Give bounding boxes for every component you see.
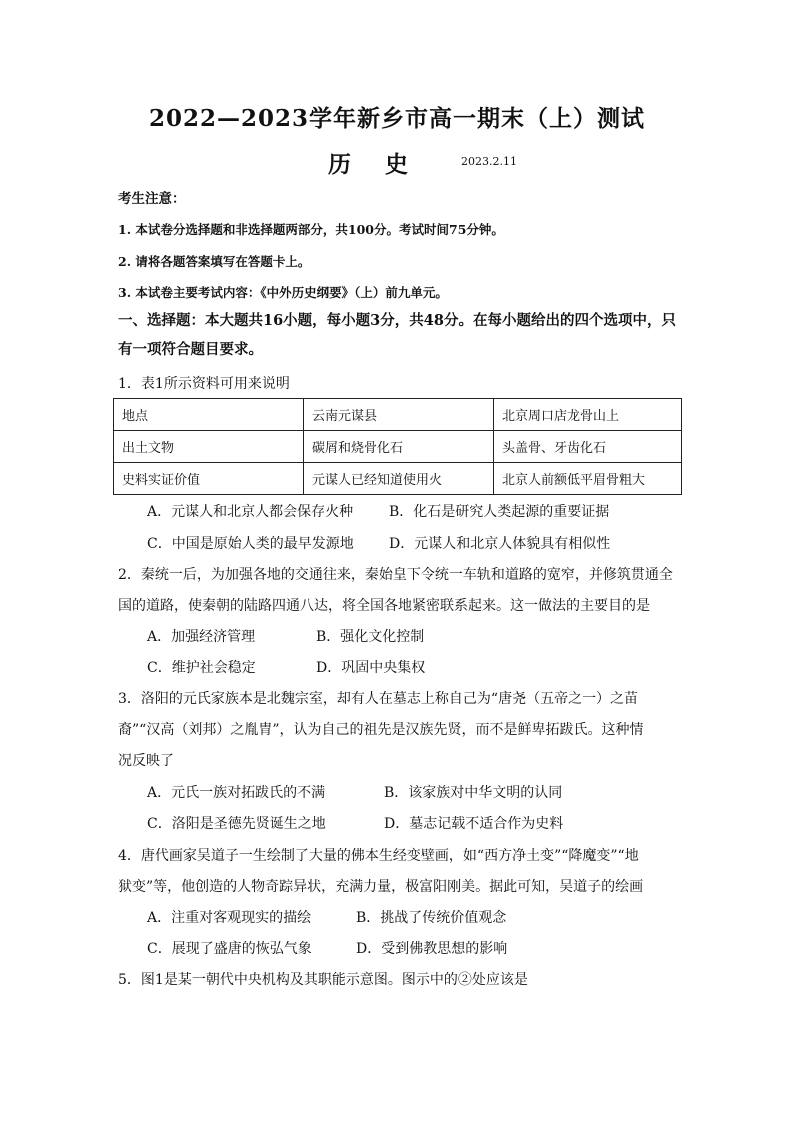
question-5-line: 5．图1是某一朝代中央机构及其职能示意图。图示中的②处应该是 (118, 972, 528, 988)
question-4-line: 4．唐代画家吴道子一生绘制了大量的佛本生经变壁画，如“西方净土变”“降魔变”“地 (118, 848, 639, 864)
q4-option-a: A．注重对客观现实的描绘 (147, 910, 312, 926)
question-4-line: 狱变”等，他创造的人物奇踪异状，充满力量，极富阳刚美。据此可知，吴道子的绘画 (118, 879, 644, 895)
table-cell: 元谋人已经知道使用火 (304, 463, 494, 495)
table-cell: 北京人前额低平眉骨粗大 (494, 463, 682, 495)
question-3-line: 裔”“汉高（刘邦）之胤胄”，认为自己的祖先是汉族先贤，而不是鲜卑拓跋氏。这种情 (118, 722, 644, 738)
q2-option-c: C．维护社会稳定 (147, 660, 256, 676)
table-cell: 碳屑和烧骨化石 (304, 431, 494, 463)
table-1 (113, 398, 682, 495)
question-3-line: 3．洛阳的元氏家族本是北魏宗室，却有人在墓志上称自己为“唐尧（五帝之一）之苗 (118, 691, 639, 707)
table-cell: 头盖骨、牙齿化石 (494, 431, 682, 463)
table-cell: 出土文物 (114, 431, 304, 463)
q3-option-a: A．元氏一族对拓跋氏的不满 (147, 785, 326, 801)
q1-option-b: B．化石是研究人类起源的重要证据 (389, 504, 610, 520)
q3-option-b: B．该家族对中华文明的认同 (384, 785, 563, 801)
question-2-line: 国的道路，使秦朝的陆路四通八达，将全国各地紧密联系起来。这一做法的主要目的是 (118, 598, 650, 614)
notice-item: 3. 本试卷主要考试内容：《中外历史纲要》（上）前九单元。 (118, 285, 448, 300)
notice-item: 1. 本试卷分选择题和非选择题两部分，共100分。考试时间75分钟。 (118, 222, 504, 237)
q3-option-c: C．洛阳是圣德先贤诞生之地 (147, 816, 326, 832)
table-cell: 云南元谋县 (304, 399, 494, 431)
q4-option-c: C．展现了盛唐的恢弘气象 (147, 941, 312, 957)
q2-option-b: B．强化文化控制 (316, 629, 425, 645)
q2-option-d: D．巩固中央集权 (316, 660, 426, 676)
q4-option-b: B．挑战了传统价值观念 (356, 910, 507, 926)
table-row (114, 431, 682, 463)
q1-option-c: C．中国是原始人类的最早发源地 (147, 536, 354, 552)
question-1-stem: 1．表1所示资料可用来说明 (118, 376, 290, 392)
table-cell: 北京周口店龙骨山上 (494, 399, 682, 431)
q1-option-a: A．元谋人和北京人都会保存火种 (147, 504, 354, 520)
exam-title: 2022—2023学年新乡市高一期末（上）测试 (148, 105, 646, 132)
question-3-line: 况反映了 (118, 753, 174, 769)
notice-item: 2. 请将各题答案填写在答题卡上。 (118, 254, 311, 269)
notice-heading: 考生注意： (118, 191, 186, 207)
q4-option-d: D．受到佛教思想的影响 (356, 941, 508, 957)
q2-option-a: A．加强经济管理 (147, 629, 256, 645)
q3-option-d: D．墓志记载不适合作为史料 (384, 816, 564, 832)
table-row (114, 399, 682, 431)
table-cell: 史料实证价值 (114, 463, 304, 495)
table-cell: 地点 (114, 399, 304, 431)
exam-date: 2023.2.11 (461, 155, 517, 168)
q1-option-d: D．元谋人和北京人体貌具有相似性 (389, 536, 611, 552)
subject-title: 历 史 (328, 151, 408, 178)
table-row (114, 463, 682, 495)
section-heading: 一、选择题：本大题共16小题，每小题3分，共48分。在每小题给出的四个选项中，只 有一项符合题目要求。 (118, 312, 676, 358)
question-2-line: 2．秦统一后，为加强各地的交通往来，秦始皇下令统一车轨和道路的宽窄，并修筑贯通全 (118, 567, 673, 583)
